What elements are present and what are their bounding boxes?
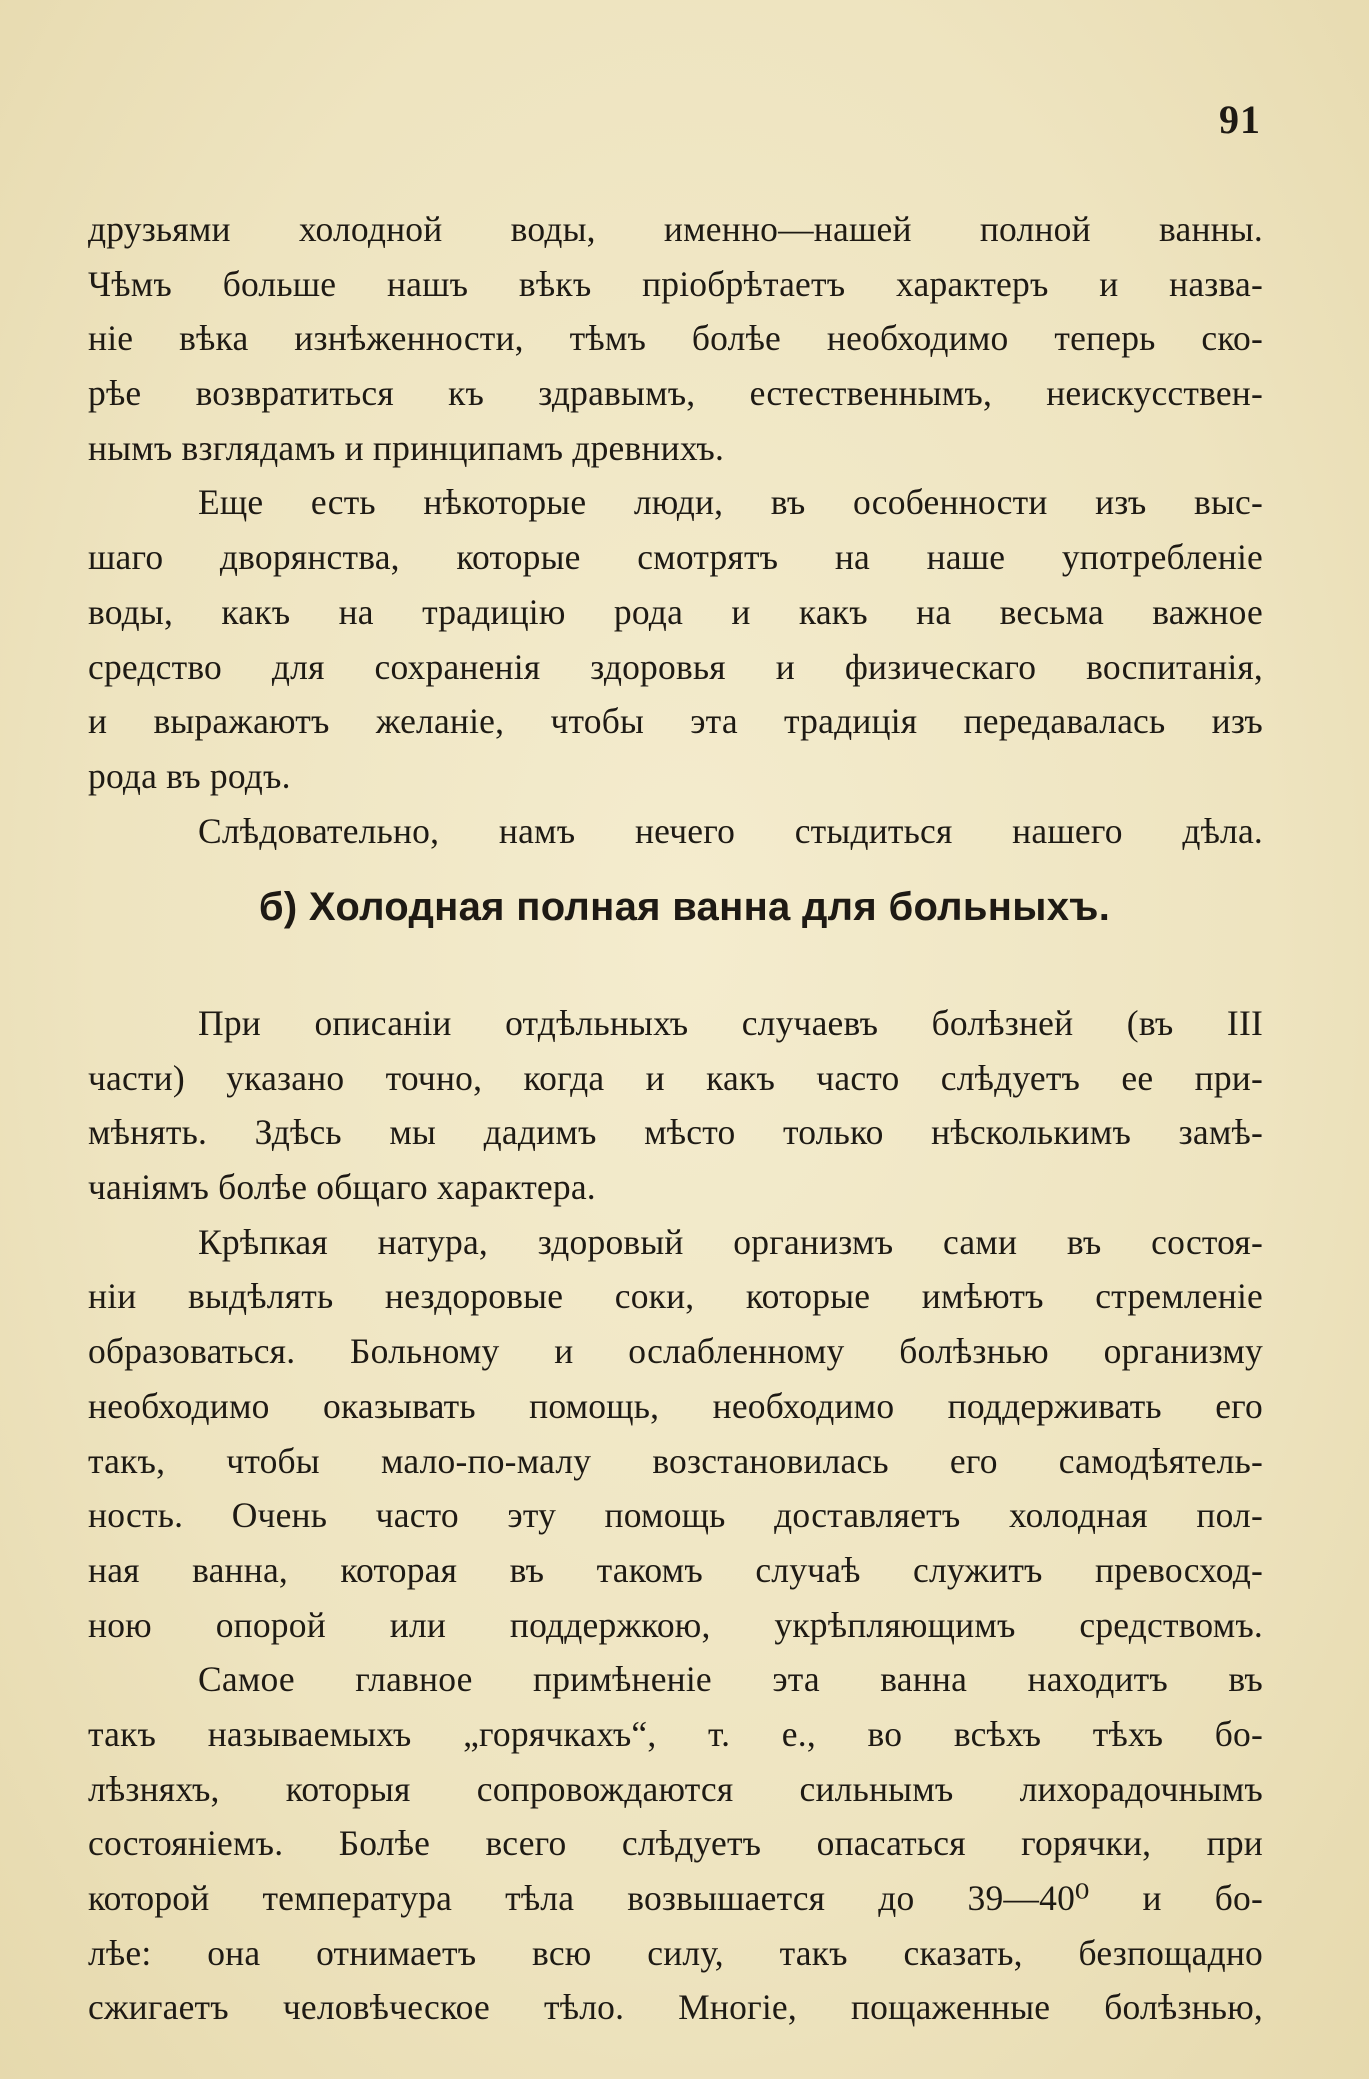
text-line: мѣнять. Здѣсь мы дадимъ мѣсто только нѣсколькимъ замѣ- [88,1112,1263,1153]
text-line: необходимо оказывать помощь, необходимо поддерживать его [88,1385,1263,1426]
page-number: 91 [1219,97,1261,142]
text-line: ность. Очень часто эту помощь доставляетъ холодная пол- [88,1495,1263,1536]
text-line: воды, какъ на традицію рода и какъ на весьма важное [88,591,1263,632]
text-line: рѣе возвратиться къ здравымъ, естественнымъ, неискусствен- [88,373,1263,414]
text-line: чаніямъ болѣе общаго характера. [88,1167,596,1208]
text-line: состояніемъ. Болѣе всего слѣдуетъ опасаться горячки, при [88,1823,1263,1864]
text-line: ная ванна, которая въ такомъ случаѣ служитъ превосход- [88,1549,1263,1590]
text-line: части) указано точно, когда и какъ часто слѣдуетъ ее при- [88,1057,1263,1098]
text-line: Чѣмъ больше нашъ вѣкъ пріобрѣтаетъ характеръ и назва- [88,263,1263,304]
text-line: сжигаетъ человѣческое тѣло. Многіе, пощаженные болѣзнью, [88,1987,1263,2028]
section-heading: б) Холодная полная ванна для больныхъ. [258,885,1111,929]
text-line: Крѣпкая натура, здоровый организмъ сами въ состоя- [198,1221,1263,1262]
text-line: лѣзняхъ, которыя сопровождаются сильнымъ лихорадочнымъ [88,1768,1263,1809]
text-line: Слѣдовательно, намъ нечего стыдиться нашего дѣла. [198,810,1263,851]
text-line: Самое главное примѣненіе эта ванна находитъ въ [198,1659,1263,1700]
text-line: и выражаютъ желаніе, чтобы эта традиція передавалась изъ [88,701,1263,742]
paragraphs-section-2 [88,996,1263,2035]
text-line: такъ называемыхъ „горячкахъ“, т. е., во всѣхъ тѣхъ бо- [88,1713,1263,1754]
paragraphs-section-1 [88,202,1263,858]
text-line: которой температура тѣла возвышается до 39—40⁰ и бо- [88,1878,1263,1918]
text-line: Еще есть нѣкоторые люди, въ особенности изъ выс- [198,482,1263,523]
text-line: ніи выдѣлять нездоровые соки, которые имѣютъ стремленіе [88,1276,1263,1317]
text-line: нымъ взглядамъ и принципамъ древнихъ. [88,427,725,468]
text-line: такъ, чтобы мало-по-малу возстановилась его самодѣятель- [88,1440,1263,1481]
text-line: ною опорой или поддержкою, укрѣпляющимъ средствомъ. [88,1604,1263,1645]
text-line: друзьями холодной воды, именно—нашей полной ванны. [88,209,1263,249]
text-line: При описаніи отдѣльныхъ случаевъ болѣзней (въ III [198,1003,1263,1043]
text-line: лѣе: она отнимаетъ всю силу, такъ сказать, безпощадно [88,1932,1263,1973]
text-line: ніе вѣка изнѣженности, тѣмъ болѣе необходимо теперь ско- [88,318,1263,359]
text-line: образоваться. Больному и ослабленному болѣзнью организму [88,1331,1263,1372]
text-line: рода въ родъ. [88,755,291,796]
text-line: средство для сохраненія здоровья и физическаго воспитанія, [88,646,1263,687]
text-line: шаго дворянства, которые смотрятъ на наше употребленіе [88,537,1263,578]
